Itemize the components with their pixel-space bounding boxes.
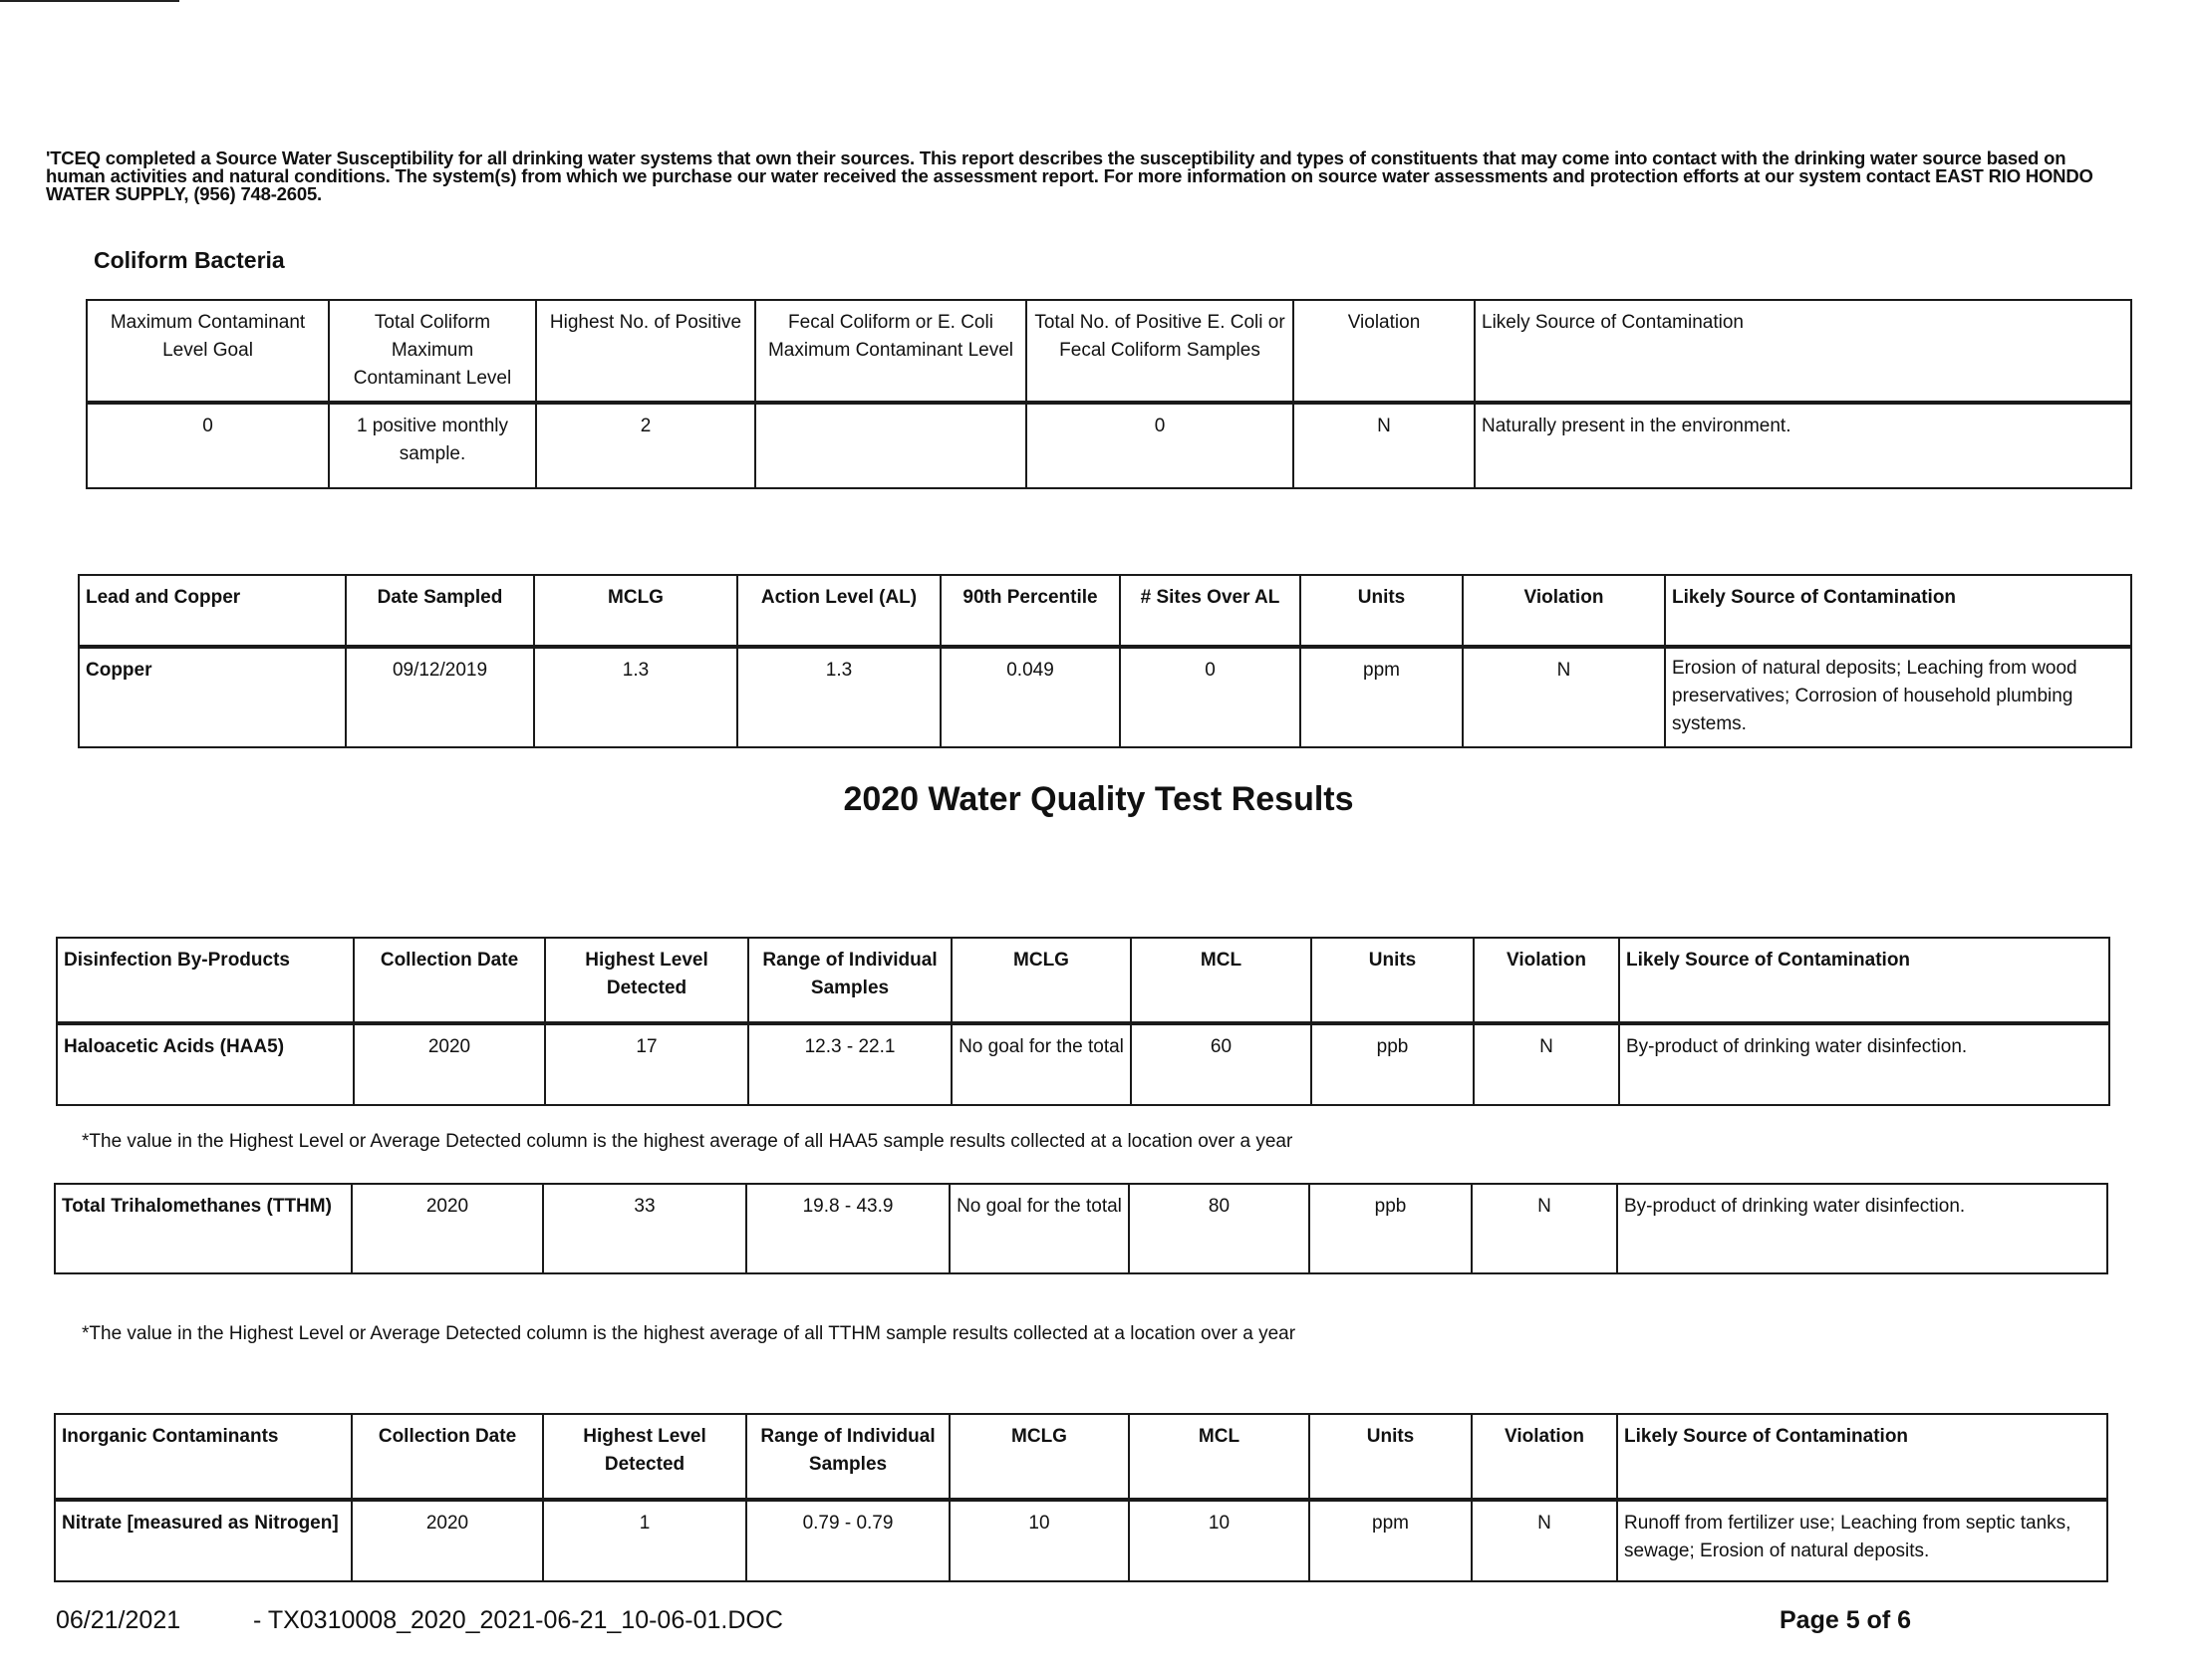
table-cell: 33	[543, 1184, 746, 1273]
coliform-table	[86, 299, 2132, 489]
col-header: Collection Date	[352, 1414, 543, 1500]
table-cell: 19.8 - 43.9	[746, 1184, 950, 1273]
col-header: Action Level (AL)	[737, 575, 941, 647]
table-row	[87, 403, 2131, 488]
col-header: Range of Individual Samples	[746, 1414, 950, 1500]
col-header: Units	[1309, 1414, 1472, 1500]
table-cell: N	[1474, 1023, 1619, 1105]
page-title: 2020 Water Quality Test Results	[843, 780, 1354, 818]
col-header: MCLG	[952, 938, 1131, 1023]
col-header: Violation	[1463, 575, 1665, 647]
table-header-row	[57, 938, 2109, 1023]
table-cell: N	[1472, 1500, 1617, 1581]
table-cell: Nitrate [measured as Nitrogen]	[55, 1500, 352, 1581]
col-header: 90th Percentile	[941, 575, 1120, 647]
table-cell: Copper	[79, 647, 346, 747]
table-cell: 0	[87, 403, 329, 488]
table-cell: 12.3 - 22.1	[748, 1023, 952, 1105]
table-row	[57, 1023, 2109, 1105]
col-header: Likely Source of Contamination	[1619, 938, 2109, 1023]
coliform-title: Coliform Bacteria	[94, 247, 285, 273]
table-header-row	[55, 1414, 2107, 1500]
lead-copper-table	[78, 574, 2132, 748]
table-cell: 2020	[354, 1023, 545, 1105]
table-cell: 0	[1120, 647, 1300, 747]
col-header: Total Coliform Maximum Contaminant Level	[329, 300, 536, 403]
col-header: MCL	[1131, 938, 1311, 1023]
col-header: # Sites Over AL	[1120, 575, 1300, 647]
col-header: Units	[1311, 938, 1474, 1023]
table-cell: No goal for the total	[950, 1184, 1129, 1273]
table-cell: ppm	[1300, 647, 1463, 747]
col-header: Range of Individual Samples	[748, 938, 952, 1023]
table-cell: N	[1472, 1184, 1617, 1273]
col-header: Collection Date	[354, 938, 545, 1023]
col-header: Highest Level Detected	[543, 1414, 746, 1500]
col-header: Total No. of Positive E. Coli or Fecal Coliform Samples	[1026, 300, 1293, 403]
table-cell: N	[1293, 403, 1475, 488]
col-header: Date Sampled	[346, 575, 534, 647]
table-cell: 0.79 - 0.79	[746, 1500, 950, 1581]
table-cell: 80	[1129, 1184, 1309, 1273]
tthm-table	[54, 1183, 2108, 1274]
col-header: Highest No. of Positive	[536, 300, 755, 403]
table-cell: Runoff from fertilizer use; Leaching from septic tanks, sewage; Erosion of natural deposits.	[1617, 1500, 2107, 1581]
table-header-row	[87, 300, 2131, 403]
table-cell: Naturally present in the environment.	[1475, 403, 2131, 488]
col-header: Likely Source of Contamination	[1617, 1414, 2107, 1500]
col-header: Violation	[1472, 1414, 1617, 1500]
table-cell: Erosion of natural deposits; Leaching from wood preservatives; Corrosion of household plumbing systems.	[1665, 647, 2131, 747]
table-cell: Total Trihalomethanes (TTHM)	[55, 1184, 352, 1273]
top-rule	[0, 0, 179, 2]
table-cell: ppb	[1311, 1023, 1474, 1105]
inorganic-table	[54, 1413, 2108, 1582]
table-row	[79, 647, 2131, 747]
col-header: Maximum Contaminant Level Goal	[87, 300, 329, 403]
haa5-note: *The value in the Highest Level or Average Detected column is the highest average of all HAA5 sample results collected at a location over a year	[82, 1131, 1293, 1152]
table-cell: 60	[1131, 1023, 1311, 1105]
table-cell: 0	[1026, 403, 1293, 488]
footer-date: 06/21/2021	[56, 1606, 181, 1634]
table-cell	[755, 403, 1026, 488]
col-header: Highest Level Detected	[545, 938, 748, 1023]
table-cell: 10	[950, 1500, 1129, 1581]
col-header: Lead and Copper	[79, 575, 346, 647]
table-row	[55, 1184, 2107, 1273]
table-cell: 2020	[352, 1500, 543, 1581]
table-cell: ppb	[1309, 1184, 1472, 1273]
table-cell: N	[1463, 647, 1665, 747]
col-header: MCLG	[950, 1414, 1129, 1500]
table-header-row	[79, 575, 2131, 647]
col-header: MCLG	[534, 575, 737, 647]
table-cell: No goal for the total	[952, 1023, 1131, 1105]
table-cell: 2020	[352, 1184, 543, 1273]
intro-text: 'TCEQ completed a Source Water Susceptibility for all drinking water systems that own their sources. This report describes the susceptibility and types of constituents that may come into contact with the drinking water source based on human activities and natural conditions. The system(s) from which we purchase our water received the assessment report. For more information on source water assessments and protection efforts at our system contact	[46, 147, 2066, 186]
table-cell: By-product of drinking water disinfection.	[1617, 1184, 2107, 1273]
table-cell: By-product of drinking water disinfection.	[1619, 1023, 2109, 1105]
table-cell: Haloacetic Acids (HAA5)	[57, 1023, 354, 1105]
dbp-table	[56, 937, 2110, 1106]
col-header: Violation	[1474, 938, 1619, 1023]
table-cell: 1	[543, 1500, 746, 1581]
footer-filename: - TX0310008_2020_2021-06-21_10-06-01.DOC	[253, 1606, 783, 1634]
table-cell: 09/12/2019	[346, 647, 534, 747]
table-cell: ppm	[1309, 1500, 1472, 1581]
col-header: Disinfection By-Products	[57, 938, 354, 1023]
table-cell: 17	[545, 1023, 748, 1105]
col-header: Inorganic Contaminants	[55, 1414, 352, 1500]
tthm-note: *The value in the Highest Level or Average Detected column is the highest average of all TTHM sample results collected at a location over a year	[82, 1323, 1296, 1344]
page-number: Page 5 of 6	[1780, 1606, 1911, 1634]
table-cell: 10	[1129, 1500, 1309, 1581]
source-water-intro	[46, 149, 2098, 203]
table-cell: 0.049	[941, 647, 1120, 747]
table-cell: 1 positive monthly sample.	[329, 403, 536, 488]
col-header: Likely Source of Contamination	[1665, 575, 2131, 647]
table-cell: 2	[536, 403, 755, 488]
intro-contact: EAST RIO HONDO WATER SUPPLY, (956) 748-2605.	[46, 165, 2093, 204]
table-cell: 1.3	[737, 647, 941, 747]
col-header: Fecal Coliform or E. Coli Maximum Contaminant Level	[755, 300, 1026, 403]
col-header: MCL	[1129, 1414, 1309, 1500]
col-header: Likely Source of Contamination	[1475, 300, 2131, 403]
col-header: Violation	[1293, 300, 1475, 403]
col-header: Units	[1300, 575, 1463, 647]
table-cell: 1.3	[534, 647, 737, 747]
table-row	[55, 1500, 2107, 1581]
